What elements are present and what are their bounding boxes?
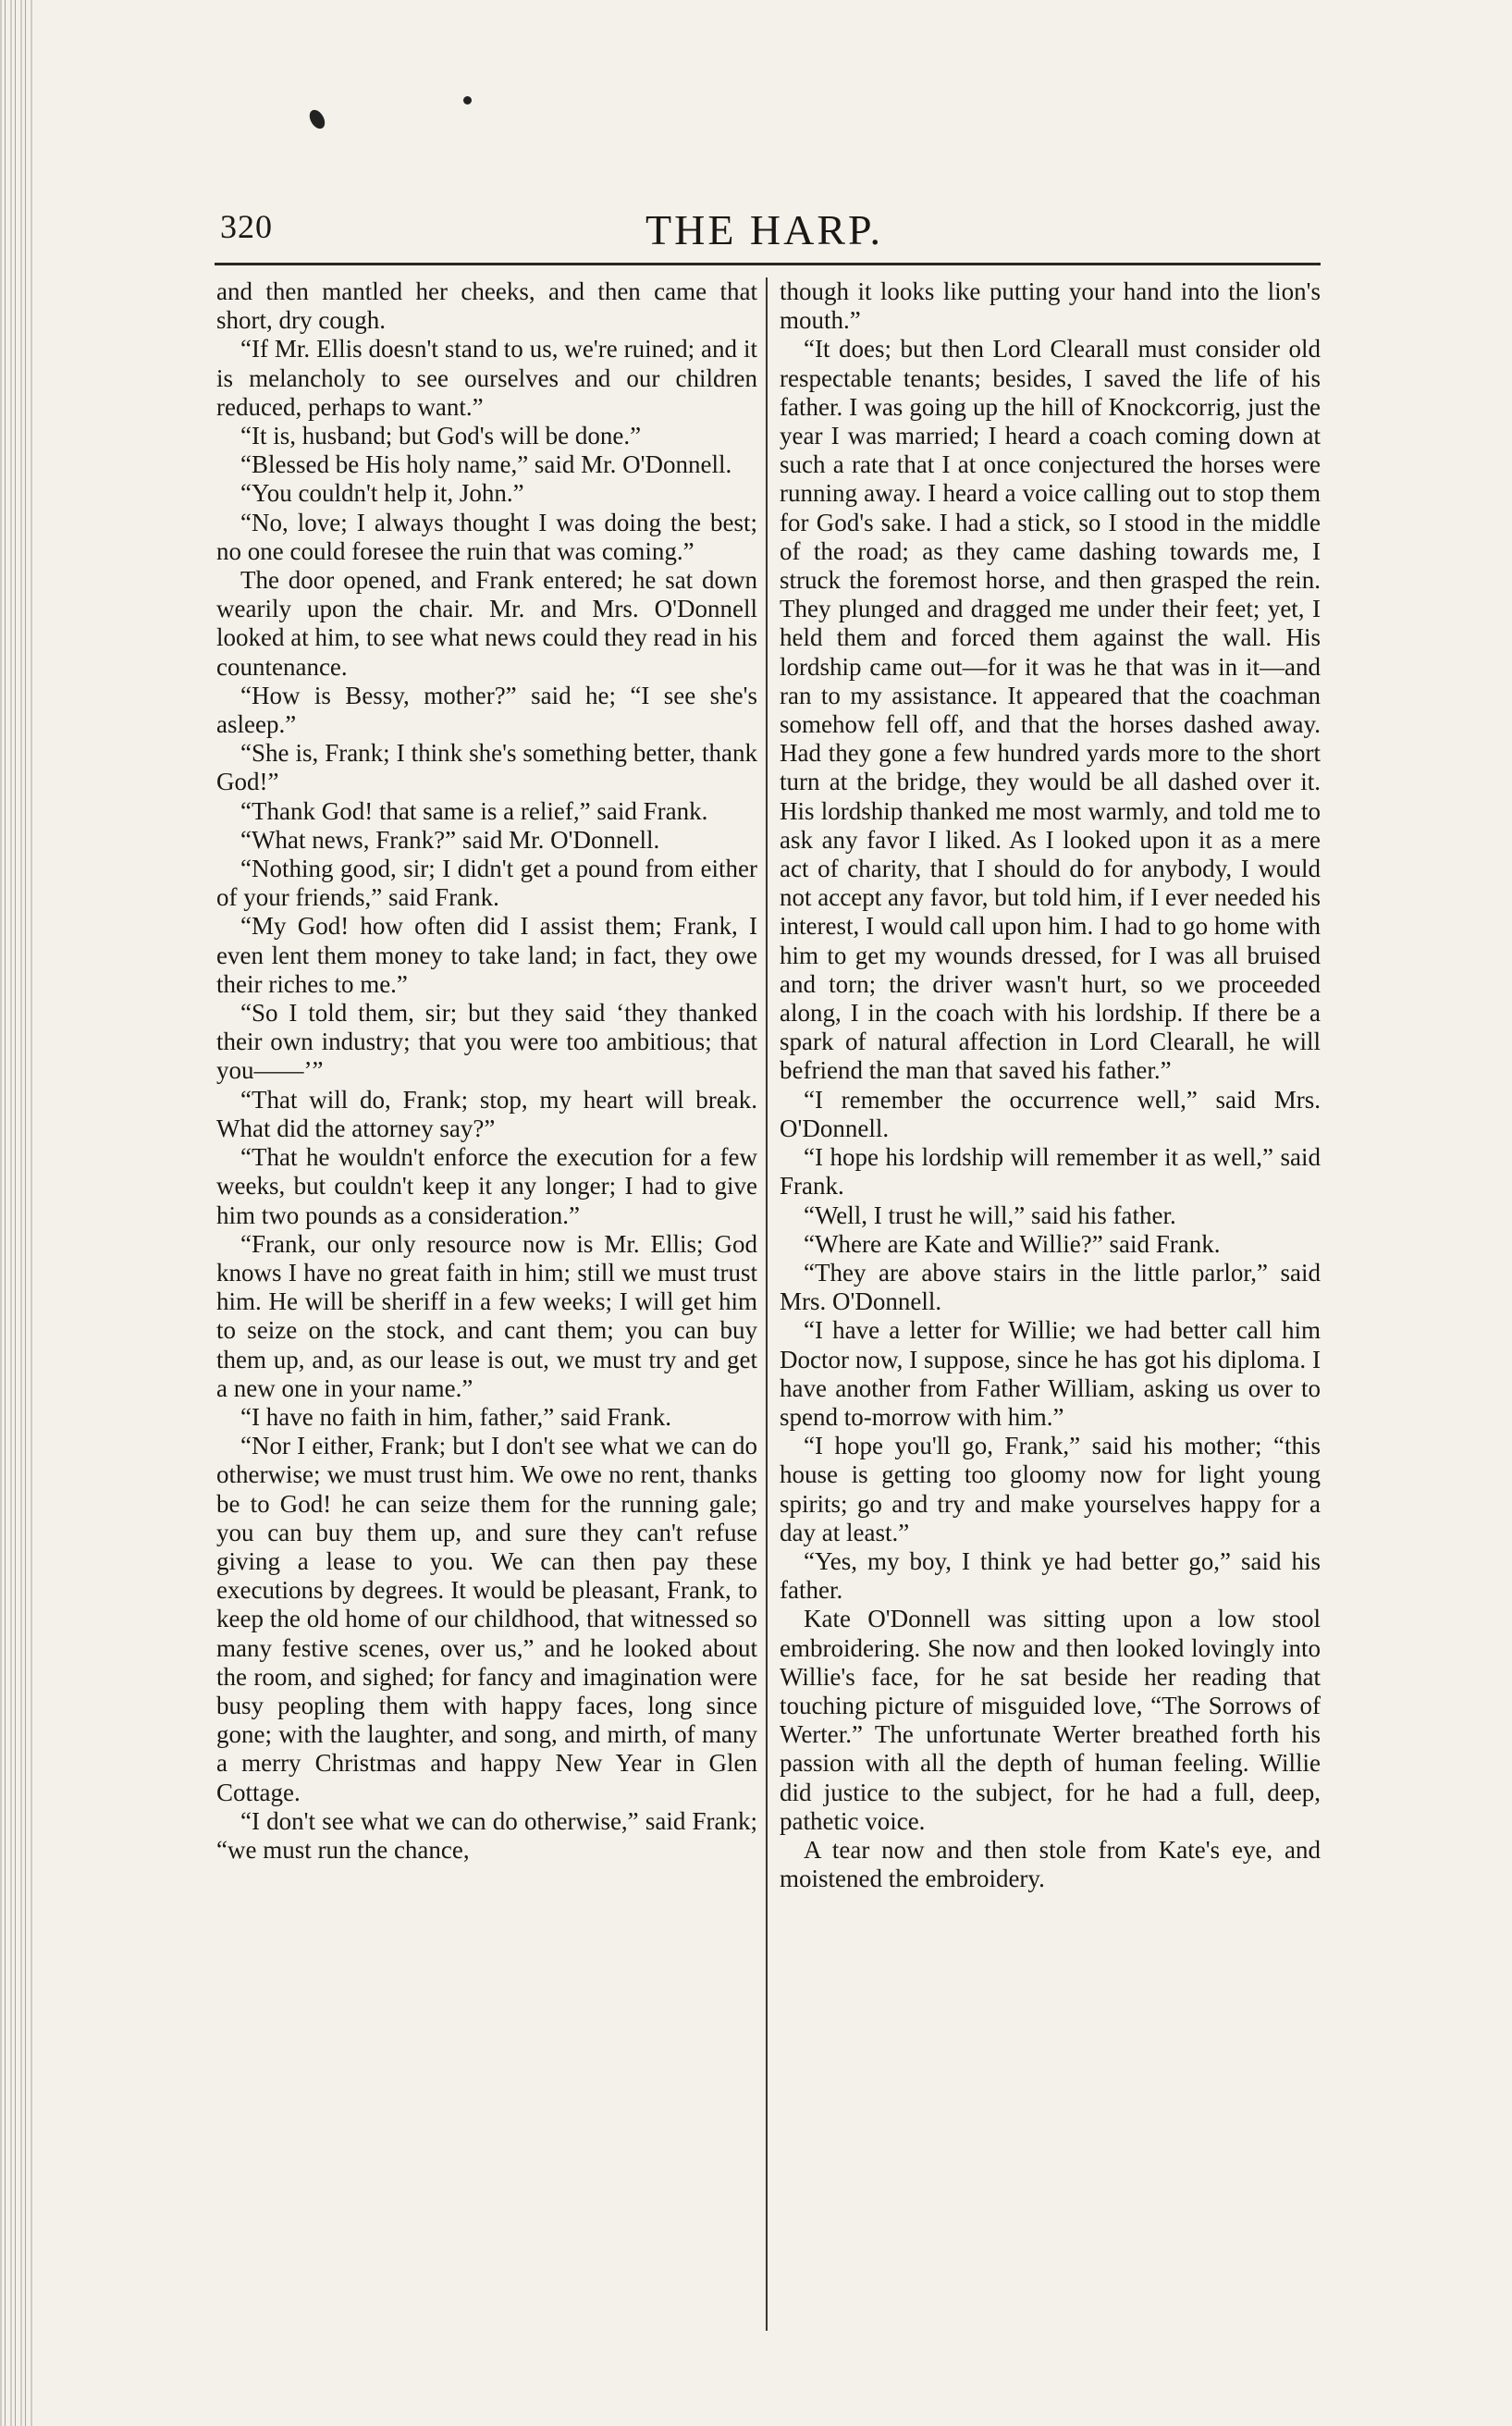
paragraph: “I hope you'll go, Frank,” said his mother; “this house is getting too gloomy now for light young spirits; go and try and make yourselves happy for a day at least.” — [780, 1432, 1321, 1546]
binding-edge — [0, 0, 35, 2426]
paragraph: “I have a letter for Willie; we had better call him Doctor now, I suppose, since he has got his diploma. I have another from Father William, asking us over to spend to-morrow with him.” — [780, 1316, 1321, 1431]
paragraph: “She is, Frank; I think she's something better, thank God!” — [216, 739, 757, 796]
paragraph: “If Mr. Ellis doesn't stand to us, we're ruined; and it is melancholy to see ourselves and our children reduced, perhaps to want.” — [216, 335, 757, 421]
paragraph: “Well, I trust he will,” said his father. — [804, 1201, 1176, 1229]
paragraph: Kate O'Donnell was sitting upon a low stool embroidering. She now and then looked lovingly into Willie's face, for he sat beside her reading that touching picture of misguided love, “The Sorrows of Werter.” The unfortunate Werter breathed forth his passion with all the depth of human feeling. Willie did justice to the subject, for he had a full, deep, pathetic voice. — [780, 1605, 1321, 1835]
ink-smudge — [306, 107, 327, 131]
page-header — [220, 205, 1319, 253]
paragraph: “That will do, Frank; stop, my heart will break. What did the attorney say?” — [216, 1085, 757, 1142]
paragraph: The door opened, and Frank entered; he sat down wearily upon the chair. Mr. and Mrs. O'Donnell looked at him, to see what news could they read in his countenance. — [216, 566, 757, 681]
paragraph: and then mantled her cheeks, and then came that short, dry cough. — [216, 277, 757, 335]
paragraph: “It does; but then Lord Clearall must consider old respectable tenants; besides, I saved the life of his father. I was going up the hill of Knockcorrig, just the year I was married; I heard a coach coming down at such a rate that I at once conjectured the horses were running away. I heard a voice calling out to stop them for God's sake. I had a stick, so I stood in the middle of the road; as they came dashing towards me, I struck the foremost horse, and then grasped the rein. They plunged and dragged me under their feet; yet, I held them and forced them against the wall. His lordship came out—for it was he that was in it—and ran to my assistance. It appeared that the coachman somehow fell off, and that the horses dashed away. Had they gone a few hundred yards more to the short turn at the bridge, they would be all dashed over it. His lordship thanked me most warmly, and told me to ask any favor I liked. As I looked upon it as a mere act of charity, that I should do for anybody, I would not accept any favor, but told him, if I ever needed his interest, I would call upon him. I had to go home with him to get my wounds dressed, for I was all bruised and torn; the driver wasn't hurt, so we proceeded along, I in the coach with his lordship. If there be a spark of natural affection in Lord Clearall, he will befriend the man that saved his father.” — [780, 335, 1321, 1085]
paragraph: “You couldn't help it, John.” — [240, 479, 524, 508]
paragraph: A tear now and then stole from Kate's eye, and moistened the embroidery. — [780, 1835, 1321, 1893]
right-column — [780, 277, 1321, 2321]
paragraph: “It is, husband; but God's will be done.” — [240, 422, 642, 450]
column-divider — [766, 277, 768, 2331]
paragraph: though it looks like putting your hand into the lion's mouth.” — [780, 277, 1321, 335]
running-head: THE HARP. — [645, 206, 884, 253]
paragraph: “I remember the occurrence well,” said Mrs. O'Donnell. — [780, 1085, 1321, 1142]
paragraph: “Nor I either, Frank; but I don't see what we can do otherwise; we must trust him. We owe no rent, thanks be to God! he can seize them for the running gale; you can buy them up, and sure they can't refuse giving a lease to you. We can then pay these executions by degrees. It would be pleasant, Frank, to keep the old home of our childhood, that witnessed so many festive scenes, over us,” and he looked about the room, and sighed; for fancy and imagination were busy peopling them with happy faces, long since gone; with the laughter, and song, and mirth, of many a merry Christmas and happy New Year in Glen Cottage. — [216, 1432, 757, 1806]
paragraph: “I have no faith in him, father,” said Frank. — [240, 1402, 672, 1431]
paragraph: “Frank, our only resource now is Mr. Ellis; God knows I have no great faith in him; still we must trust him. He will be sheriff in a few weeks; I will get him to seize on the stock, and cant them; you can buy them up, and, as our lease is out, we must try and get a new one in your name.” — [216, 1229, 757, 1402]
paragraph: “How is Bessy, mother?” said he; “I see she's asleep.” — [216, 681, 757, 739]
paragraph: “Yes, my boy, I think ye had better go,” said his father. — [780, 1546, 1321, 1605]
paragraph: “What news, Frank?” said Mr. O'Donnell. — [240, 825, 660, 854]
paragraph: “Thank God! that same is a relief,” said Frank. — [240, 796, 708, 825]
paragraph: “That he wouldn't enforce the execution for a few weeks, but couldn't keep it any longer; I had to give him two pounds as a consideration.” — [216, 1143, 757, 1229]
paragraph: “They are above stairs in the little parlor,” said Mrs. O'Donnell. — [780, 1258, 1321, 1316]
paragraph: “I hope his lordship will remember it as well,” said Frank. — [780, 1143, 1321, 1201]
paragraph: “Where are Kate and Willie?” said Frank. — [804, 1229, 1221, 1258]
paragraph: “Blessed be His holy name,” said Mr. O'Donnell. — [240, 450, 732, 479]
header-rule — [215, 263, 1321, 265]
paragraph: “My God! how often did I assist them; Frank, I even lent them money to take land; in fact, they owe their riches to me.” — [216, 912, 757, 998]
page-number: 320 — [220, 208, 273, 245]
paragraph: “So I told them, sir; but they said ‘they thanked their own industry; that you were too ambitious; that you——’” — [216, 999, 757, 1085]
paragraph: “No, love; I always thought I was doing the best; no one could foresee the ruin that was coming.” — [216, 508, 757, 565]
paragraph: “I don't see what we can do otherwise,” said Frank; “we must run the chance, — [216, 1806, 757, 1864]
ink-dot — [463, 96, 472, 105]
paragraph: “Nothing good, sir; I didn't get a pound from either of your friends,” said Frank. — [216, 855, 757, 912]
left-column — [216, 277, 757, 2321]
